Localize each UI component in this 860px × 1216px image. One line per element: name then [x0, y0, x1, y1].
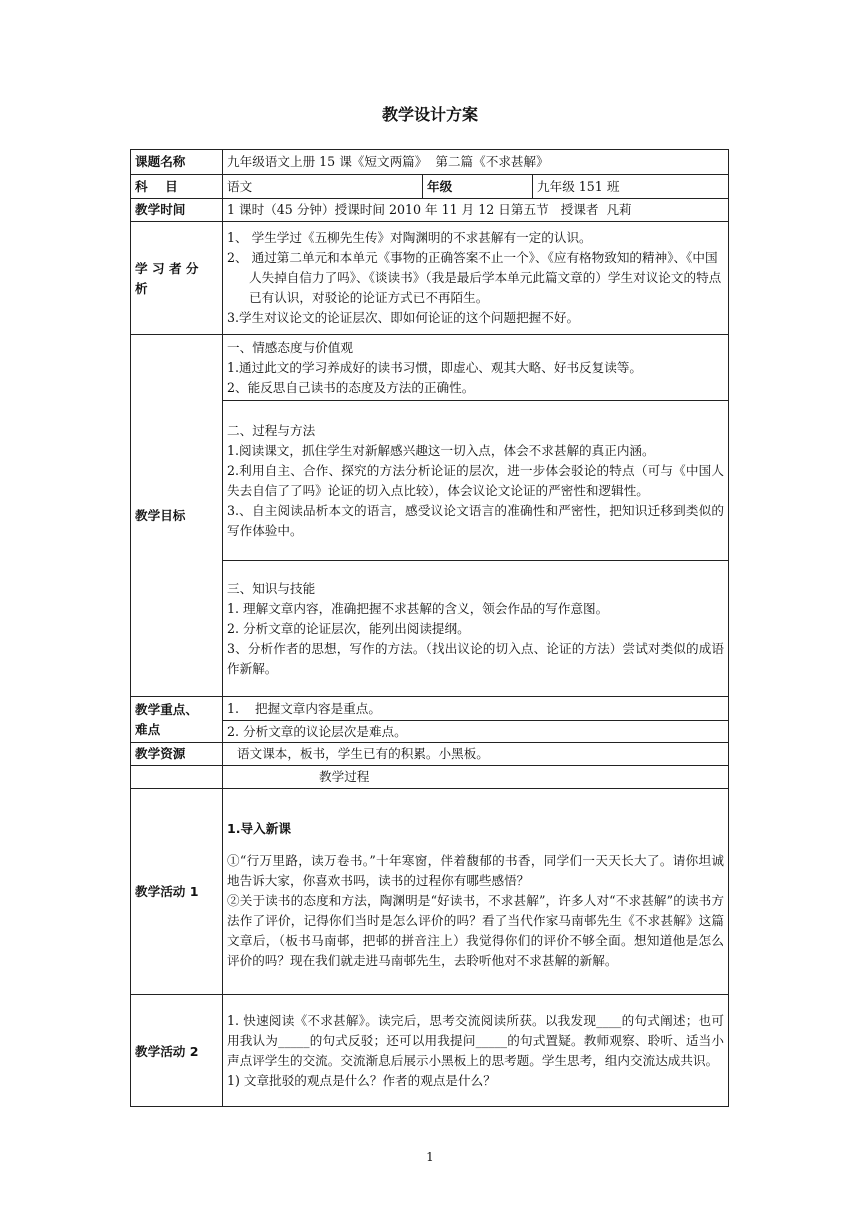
key-points-label-line-1: 教学重点、: [135, 701, 198, 717]
activity-2-row: [131, 995, 729, 1107]
goals-section-1: [223, 335, 729, 401]
key-points-row-1: [131, 697, 729, 721]
activity-2-content: [223, 995, 729, 1107]
course-label: 课题名称: [131, 150, 223, 175]
process-blank-cell: [131, 766, 223, 789]
goals-section-3-item-3: 3、分析作者的思想，写作的方法。（找出议论的切入点、论证的方法）尝试对类似的成语作新解。: [227, 640, 724, 676]
goals-section-1-heading: 一、情感态度与价值观: [227, 339, 353, 355]
resources-label: 教学资源: [131, 743, 223, 766]
resources-value: 语文课本，板书，学生已有的积累。小黑板。: [223, 743, 729, 766]
page-title: 教学设计方案: [381, 105, 478, 124]
key-points-label-line-2: 难点: [135, 721, 161, 737]
activity-1-para-2: ②关于读书的态度和方法，陶渊明是“好读书，不求甚解”，许多人对“不求甚解”的读书方法作了评价，记得你们当时是怎么评价的吗？看了当代作家马南邨先生《不求甚解》这篇文章后，（板书马南邨，把邨的拼音注上）我觉得你们的评价不够全面。想知道他是怎么评价的吗？现在我们就走进马南邨先生，去聆听他对不求甚解的新解。: [227, 892, 724, 968]
goals-section-2-item-3: 3.、自主阅读品析本文的语言，感受议论文语言的准确性和严密性，把知识迁移到类似的写作体验中。: [227, 502, 724, 538]
key-point-2: 2. 分析文章的议论层次是难点。: [223, 721, 729, 743]
goals-section-3-heading: 三、知识与技能: [227, 580, 316, 596]
analysis-label-line-1: 学 习 者 分: [135, 261, 199, 276]
goals-section-2-heading: 二、过程与方法: [227, 422, 316, 438]
analysis-label-line-2: 析: [135, 281, 148, 296]
key-points-label: [131, 697, 223, 743]
process-heading: 教学过程: [223, 766, 729, 789]
goals-section-3-item-2: 2. 分析文章的论证层次，能列出阅读提纲。: [227, 620, 470, 636]
goals-section-1-item-1: 1.通过此文的学习养成好的读书习惯，即虚心、观其大略、好书反复读等。: [227, 359, 643, 375]
activity-2-label: 教学活动 2: [131, 995, 223, 1107]
goals-row-1: [131, 335, 729, 401]
activity-1-label: 教学活动 1: [131, 789, 223, 995]
analysis-item-1: 1、 学生学过《五柳先生传》对陶渊明的不求甚解有一定的认识。: [227, 230, 592, 245]
analysis-row: [131, 222, 729, 335]
activity-1-para-1: ①“行万里路，读万卷书。”十年寒窗，伴着馥郁的书香，同学们一天天长大了。请你坦诚地告诉大家，你喜欢书吗，读书的过程你有哪些感悟？: [227, 852, 724, 888]
analysis-item-3: 3.学生对议论文的论证层次、即如何论证的这个问题把握不好。: [227, 310, 580, 325]
analysis-label: [131, 222, 223, 335]
time-value: 1 课时（45 分钟）授课时间 2010 年 11 月 12 日第五节 授课者 凡莉: [223, 199, 729, 222]
resources-row: [131, 743, 729, 766]
time-label: 教学时间: [131, 199, 223, 222]
goals-section-3-item-1: 1. 理解文章内容，准确把握不求甚解的含义，领会作品的写作意图。: [227, 600, 609, 616]
course-value: 九年级语文上册 15 课《短文两篇》 第二篇《不求甚解》: [223, 150, 729, 175]
activity-1-heading: 1.导入新课: [227, 820, 291, 836]
goals-section-1-item-2: 2、能反思自己读书的态度及方法的正确性。: [227, 379, 475, 395]
course-row: [131, 150, 729, 175]
goals-section-3: [223, 561, 729, 697]
analysis-content: [223, 222, 729, 335]
subject-row: [131, 175, 729, 199]
activity-1-row: [131, 789, 729, 995]
subject-label: 科 目: [131, 175, 223, 199]
key-point-1: 1. 把握文章内容是重点。: [223, 697, 729, 721]
goals-section-2: [223, 401, 729, 561]
lesson-plan-table: [130, 149, 729, 1107]
time-row: [131, 199, 729, 222]
page-number: 1: [426, 1150, 434, 1164]
grade-label: 年级: [423, 175, 533, 199]
goals-section-2-item-1: 1.阅读课文，抓住学生对新解感兴趣这一切入点，体会不求甚解的真正内涵。: [227, 442, 655, 458]
activity-2-para-1: 1. 快速阅读《不求甚解》。读完后，思考交流阅读所获。以我发现____的句式阐述；也可用我认为_____的句式反驳；还可以用我提问_____的句式置疑。教师观察、聆听、适当小声点评学生的交流。交流渐息后展示小黑板上的思考题。学生思考，组内交流达成共识。: [227, 1013, 724, 1068]
grade-value: 九年级 151 班: [533, 175, 729, 199]
goals-label: 教学目标: [131, 335, 223, 697]
activity-1-content: [223, 789, 729, 995]
goals-section-2-item-2: 2.利用自主、合作、探究的方法分析论证的层次，进一步体会驳论的特点（可与《中国人失去自信了了吗》论证的切入点比较），体会议论文论证的严密性和逻辑性。: [227, 462, 724, 498]
analysis-item-2: 2、 通过第二单元和本单元《事物的正确答案不止一个》、《应有格物致知的精神》、《中国人失掉自信力了吗》、《谈读书》（我是最后学本单元此篇文章的）学生对议论文的特点已有认识，对驳论的论证方式已不再陌生。: [227, 250, 722, 305]
subject-value: 语文: [223, 175, 423, 199]
process-row: [131, 766, 729, 789]
activity-2-para-2: 1) 文章批驳的观点是什么？作者的观点是什么？: [227, 1073, 496, 1088]
